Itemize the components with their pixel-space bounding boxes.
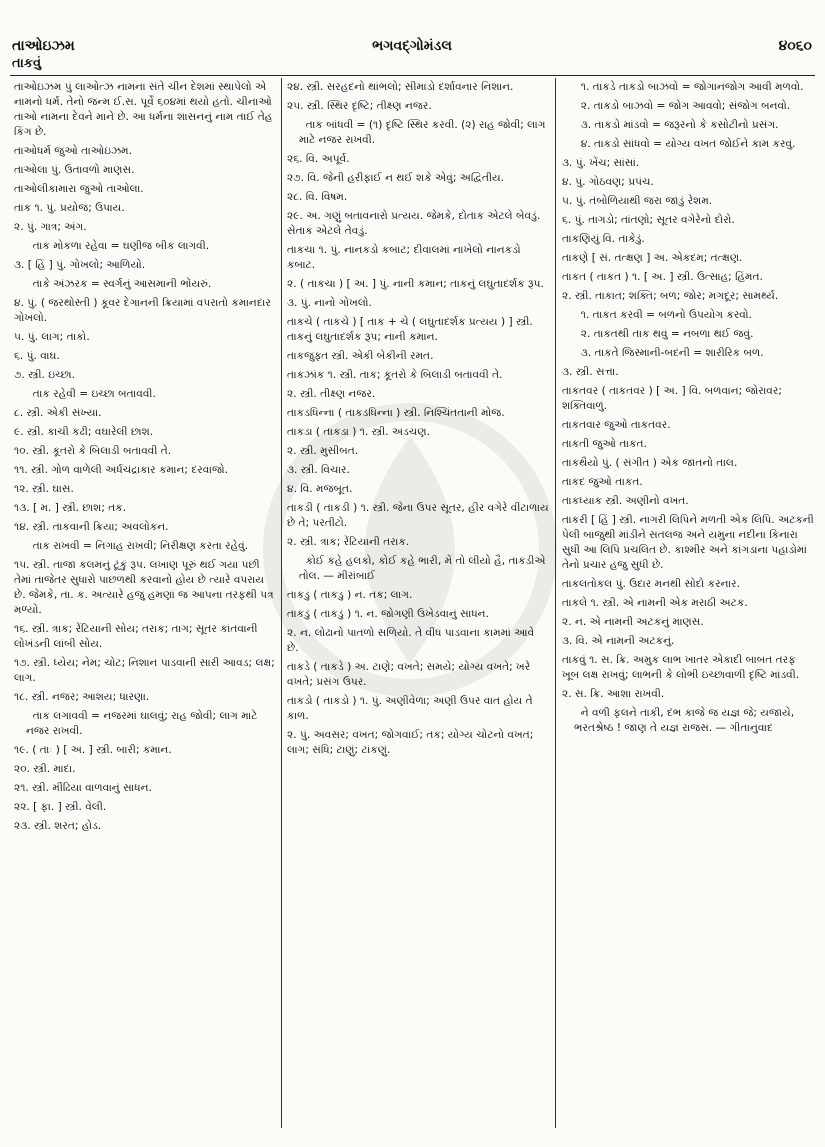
dictionary-entry: ૨. સ્ત્રી. તીક્ષ્ણ નજર. xyxy=(287,388,376,400)
dictionary-entry: ૨. તાકતથી તાક થવું = નબળા થઈ જવું. xyxy=(574,328,754,340)
header-rule xyxy=(10,75,815,76)
dictionary-entry: ૩. તાકતે જિસ્માની-બદની = શારીરિક બળ. xyxy=(574,347,764,359)
dictionary-entry: ૨૫. સ્ત્રી. સ્થિર દૃષ્ટિ; તીક્ષ્ણ નજર. xyxy=(287,100,432,112)
column-divider xyxy=(555,78,556,1128)
dictionary-entry: તાકજુફ્ત સ્ત્રી. એકી બેકીની રમત. xyxy=(287,350,434,362)
dictionary-entry: ૧. તાકડે તાકડો બાઝવો = જોગાનજોગ આવી મળવો. xyxy=(574,81,804,93)
dictionary-entry: ૩. સ્ત્રી. વિચાર. xyxy=(287,464,350,476)
column-right xyxy=(562,80,818,1130)
dictionary-entry: તાકચા ૧. પું. નાનકડો કબાટ; દીવાલમાં નાખેલો નાનકડો કબાટ. xyxy=(287,244,524,271)
dictionary-entry: ૨. સ્ત્રી. મુસીબત. xyxy=(287,445,359,457)
dictionary-entry: તાકે અંઝરક = સ્વર્ગનું આસમાની ભોંયરું. xyxy=(26,278,212,290)
dictionary-entry: તાકતવાર જુઓ તાકતવર. xyxy=(562,419,671,431)
header-title: ભગવદ્ગોમંડલ xyxy=(372,38,452,54)
dictionary-entry: ૪. વિ. મજબૂત. xyxy=(287,483,353,495)
dictionary-entry: તાક લગાવવી = નજરમાં ઘાલવું; રાહ જોવી; લાગ માટે નજર રાખવી. xyxy=(26,710,261,737)
dictionary-entry: તાકણિયું વિ. તાકેડું. xyxy=(562,233,645,245)
dictionary-entry: તાકદ જુઓ તાકત. xyxy=(562,476,643,488)
dictionary-entry: ૨. ન. લોઢાનો પાતળો સળિયો. તે વીંધ પાડવાના કામમાં આવે છે. xyxy=(287,627,538,654)
dictionary-entry: કોઈ કહે હલકો, કોઈ કહે ભારી, મેં તો લીયો હૈ, તાકડીએ તોલ. — મીરાંબાઈ xyxy=(299,555,549,582)
dictionary-entry: તાકડા ( તાકડા ) ૧. સ્ત્રી. અડચણ. xyxy=(287,426,430,438)
column-left xyxy=(14,80,279,1130)
header-left-word: તાઓઇઝમ xyxy=(12,38,75,54)
dictionary-entry: તાક મોકળા રહેવા = ઘણીજ બીક લાગવી. xyxy=(26,240,210,252)
dictionary-entry: ૧૩. [ મ. ] સ્ત્રી. છાશ; તક. xyxy=(14,502,127,514)
dictionary-entry: ૨. પું. અવસર; વખત; જોગવાઈ; તક; યોગ્ય ચોટનો વખત; લાગ; સંધિ; ટાણું; ટાંકણું. xyxy=(287,729,537,756)
dictionary-entry: ૨. સ્ત્રી. તાકાત; શક્તિ; બળ; જોર; મગદૂર; સામર્થ્ય. xyxy=(562,290,779,302)
page-header xyxy=(12,38,812,58)
dictionary-entry: ૨૬. વિ. અપૂર્વ. xyxy=(287,153,350,165)
dictionary-entry: ૮. સ્ત્રી. એકી સંખ્યા. xyxy=(14,407,102,419)
dictionary-entry: ૫. પું. તંબોળિયાથી જરા જાડું રેશમ. xyxy=(562,195,713,207)
dictionary-entry: ૨૭. વિ. જેની હરીફાઈ ન થઈ શકે એવું; અદ્વિતીય. xyxy=(287,172,505,184)
dictionary-entry: ૧૭. સ્ત્રી. ધ્યેય; નેમ; ચોટ; નિશાન પાડવાની સારી આવડ; લક્ષ; લાગ. xyxy=(14,657,279,684)
dictionary-entry: ૧૯. ( તાઃ ) [ અ. ] સ્ત્રી. બારી; કમાન. xyxy=(14,744,172,756)
dictionary-entry: ૩. તાકડો માંડવો = જરૂરનો કે કસોટીનો પ્રસંગ. xyxy=(574,119,779,131)
dictionary-entry: ૫. પું. લાગ; તાકો. xyxy=(14,331,90,343)
dictionary-entry: ૬. પું. વાઘ. xyxy=(14,350,60,362)
dictionary-entry: તાકણે [ સં. તત્ક્ષણ ] અ. એકદમ; તત્ક્ષણ. xyxy=(562,252,743,264)
dictionary-entry: તાકડધિન્ના ( તાકડધિન્ના ) સ્ત્રી. નિશ્ચિંતતાની મોજ. xyxy=(287,407,505,419)
dictionary-entry: ૨૮. વિ. વિષમ. xyxy=(287,191,348,203)
dictionary-entry: તાક ૧. પું. પ્રયોજ; ઉપાય. xyxy=(14,202,125,214)
dictionary-entry: ૨૨. [ ફા. ] સ્ત્રી. વેલી. xyxy=(14,801,107,813)
dictionary-entry: ૧૬. સ્ત્રી. ત્રાક; રેંટિયાની સોય; તરાક; તાગ; સૂતર કાંતવાની લોખંડની લાંબી સોય. xyxy=(14,623,261,650)
dictionary-entry: ૩. સ્ત્રી. સત્તા. xyxy=(562,366,619,378)
dictionary-entry: ૩. પું. ખેંચ; સાંસાં. xyxy=(562,157,640,169)
dictionary-entry: ૩. [ હિં ] પું. ગોખલો; આળિયો. xyxy=(14,259,146,271)
dictionary-entry: તાકડે ( તાકડે ) અ. ટાણે; વખતે; સમયે; યોગ્ય વખતે; ખરે વખતે; પ્રસંગ ઉપર. xyxy=(287,661,534,688)
dictionary-entry: ૧૪. સ્ત્રી. તાકવાની ક્રિયા; અવલોકન. xyxy=(14,521,169,533)
dictionary-entry: તાકઝાંક ૧. સ્ત્રી. તાક; કૂતરો કે બિલાડી બતાવવી તે. xyxy=(287,369,503,381)
dictionary-entry: ૨૯. અ. ગણું બતાવનારો પ્રત્યય. જેમકે, દોતાક એટલે બેવડું. સેતાક એટલે તેવડું. xyxy=(287,210,544,237)
dictionary-entry: ૨. ( તાકચા ) [ અ. ] પું. નાની કમાન; તાકનું લઘુતાદર્શક રૂપ. xyxy=(287,278,544,290)
dictionary-entry: તાઓઇઝમ પું લાઓત્ઝ નામના સંતે ચીન દેશમાં સ્થાપેલો એ નામનો ધર્મ. તેનો જન્મ ઈ.સ. પૂર્વે ૬૦૪માં થયો હતો. ચીનાઓ તાઓ નામના દેવને માને છે. આ ધર્મના શાસનનું નામ તાઈ તેહ કિંગ છે. xyxy=(14,81,276,138)
page-number: ૪૦૬૦ xyxy=(778,38,812,54)
dictionary-entry: ૪. પું. ગોઠવણ; પ્રપંચ. xyxy=(562,176,654,188)
dictionary-entry: ૨. તાકડો બાઝવો = જોગ આવવો; સંજોગ બનવો. xyxy=(574,100,791,112)
dictionary-entry: તાકલતોકલ પું. ઉદાર મનથી સોદો કરનાર. xyxy=(562,578,740,590)
dictionary-entry: ૧૧. સ્ત્રી. ગોળ વાળેલી અર્ધચંદ્રાકાર કમાન; દરવાજો. xyxy=(14,464,228,476)
dictionary-entry: ૯. સ્ત્રી. કાચી કઢી; વઘારેલી છાશ. xyxy=(14,426,154,438)
dictionary-entry: ૭. સ્ત્રી. ઇચ્છા. xyxy=(14,369,75,381)
column-middle xyxy=(287,80,553,1130)
dictionary-entry: ૨. પું. ગાત્ર; અંગ. xyxy=(14,221,87,233)
dictionary-entry: તાઓલા પું. ઉતાવળો માણસ. xyxy=(14,164,135,176)
dictionary-entry: તાકતવર ( તાકતવર ) [ અ. ] વિ. બળવાન; જોરાવર; શક્તિવાળું. xyxy=(562,385,786,412)
dictionary-entry: ૧. તાકત કરવી = બળનો ઉપયોગ કરવો. xyxy=(574,309,752,321)
dictionary-entry: તાઓલીકામારા જુઓ તાઓલા. xyxy=(14,183,144,195)
dictionary-entry: ૪. તાકડો સાંધવો = યોગ્ય વખત જોઈને કામ કરવું. xyxy=(574,138,796,150)
dictionary-entry: તાકતી જુઓ તાકત. xyxy=(562,438,647,450)
dictionary-entry: તાકથૈયો પું. ( સંગીત ) એક જાતનો તાલ. xyxy=(562,457,738,469)
column-divider xyxy=(281,78,282,1128)
dictionary-entry: ૩. પું. નાનો ગોખલો. xyxy=(287,297,372,309)
dictionary-entry: ૬. પું. તાગડો; તાંતણો; સૂતર વગેરેનો દોરો. xyxy=(562,214,735,226)
dictionary-entry: ૨૪. સ્ત્રી. સરહદનો થાંભલો; સીમાડો દર્શાવનાર નિશાન. xyxy=(287,81,514,93)
dictionary-entry: તાકડું ( તાકડું ) ૧. ન. જોગણી ઉખેડવાનું સાધન. xyxy=(287,608,489,620)
dictionary-entry: ૨. સ. ક્રિ. આશા રાખવી. xyxy=(562,688,665,700)
dictionary-entry: તાક રહેવી = ઇચ્છા બતાવવી. xyxy=(26,388,156,400)
dictionary-entry: તાઓધર્મ જુઓ તાઓઇઝમ. xyxy=(14,145,133,157)
dictionary-entry: ૨. સ્ત્રી. ત્રાક; રેંટિયાની તરાક. xyxy=(287,536,410,548)
dictionary-entry: ૨૦. સ્ત્રી. માદા. xyxy=(14,763,76,775)
dictionary-entry: ને વળી ફલને તાકી, દંભ કાજે જ યજ્ઞ જે; યજાયે, ભરતશ્રેષ્ઠ ! જાણ તે યજ્ઞ રાજસ. — ગીતાનુવાદ xyxy=(574,707,798,734)
dictionary-entry: તાકચે ( તાકચે ) [ તાક + ચે ( લઘુતાદર્શક પ્રત્યય ) ] સ્ત્રી. તાકનું લઘુતાદર્શક રૂપ; નાની કમાન. xyxy=(287,316,537,343)
dictionary-entry: ૪. પું. ( જરથોસ્તી ) કૂવર દેગાનની ક્રિયામાં વપરાતો કમાનદાર ગોખલો. xyxy=(14,297,275,324)
dictionary-entry: ૧૫. સ્ત્રી. તાજા કલમનું ટૂંકું રૂપ. લખાણ પૂરું થઈ ગયા પછી તેમાં તાજેતર સુધારો પાછળથી કરવાનો હોય છે ત્યારે વપરાય છે. જેમકે, તા. ક. અત્યારે હજુ હમણાં જ આપના તરફથી પત્ર મળ્યો. xyxy=(14,559,278,616)
dictionary-entry: ૧૦. સ્ત્રી. કૂતરો કે બિલાડી બતાવવી તે. xyxy=(14,445,172,457)
dictionary-entry: ૨. ન. એ નામની અટકનું માણસ. xyxy=(562,616,704,628)
dictionary-entry: તાકરી [ હિં ] સ્ત્રી. નાગરી લિપિને મળતી એક લિપિ. અટકની પેલી બાજુથી માંડીને સતલજ અને યમુના નદીના કિનારા સુધી આ લિપિ પ્રચલિત છે. કાશ્મીર અને કાંગડાના પહાડોમાં તેનો પ્રચાર હજુ સુધી છે. xyxy=(562,514,818,571)
dictionary-entry: તાકડુ ( તાકડુ ) ન. તક; લાગ. xyxy=(287,589,413,601)
dictionary-entry: ૨૧. સ્ત્રી. મીંઢિયા વાળવાનું સાધન. xyxy=(14,782,152,794)
header-guide-word: તાકવું xyxy=(12,56,42,71)
dictionary-entry: તાકડો ( તાકડો ) ૧. પું. અણીવેળા; અણી ઉપર વાત હોય તે કાળ. xyxy=(287,695,536,722)
dictionary-entry: ૧૮. સ્ત્રી. નજર; આશય; ધારણા. xyxy=(14,691,150,703)
dictionary-entry: ૧૨. સ્ત્રી. ઘાસ. xyxy=(14,483,74,495)
dictionary-entry: તાકડી ( તાકડી ) ૧. સ્ત્રી. જેના ઉપર સૂતર, હીર વગેરે વીંટાળાય છે તે; પરતીટો. xyxy=(287,502,553,529)
dictionary-entry: તાકવું ૧. સ. ક્રિ. અમુક લાભ ખાતર એકાદી બાબત તરફ ખૂબ લક્ષ રાખવું; લાભની કે લોભી ઇચ્છાવાળી દૃષ્ટિ માંડવી. xyxy=(562,654,800,681)
dictionary-entry: ૩. વિ. એ નામની અટકનું. xyxy=(562,635,675,647)
dictionary-entry: તાકલે ૧. સ્ત્રી. એ નામની એક મરાઠી અટક. xyxy=(562,597,748,609)
dictionary-entry: તાકધ્યાક સ્ત્રી. અણીનો વખત. xyxy=(562,495,689,507)
dictionary-entry: તાક બાંધવી = (૧) દૃષ્ટિ સ્થિર કરવી. (૨) રાહ જોવી; લાગ માટે નજર રાખવી. xyxy=(299,119,549,146)
dictionary-entry: તાક રાખવી = નિગાહ રાખવી; નિરીક્ષણ કરતા રહેવું. xyxy=(26,540,249,552)
dictionary-entry: ૨૩. સ્ત્રી. શરત; હોડ. xyxy=(14,820,102,832)
dictionary-entry: તાકત ( તાકત ) ૧. [ અ. ] સ્ત્રી. ઉત્સાહ; હિંમત. xyxy=(562,271,763,283)
